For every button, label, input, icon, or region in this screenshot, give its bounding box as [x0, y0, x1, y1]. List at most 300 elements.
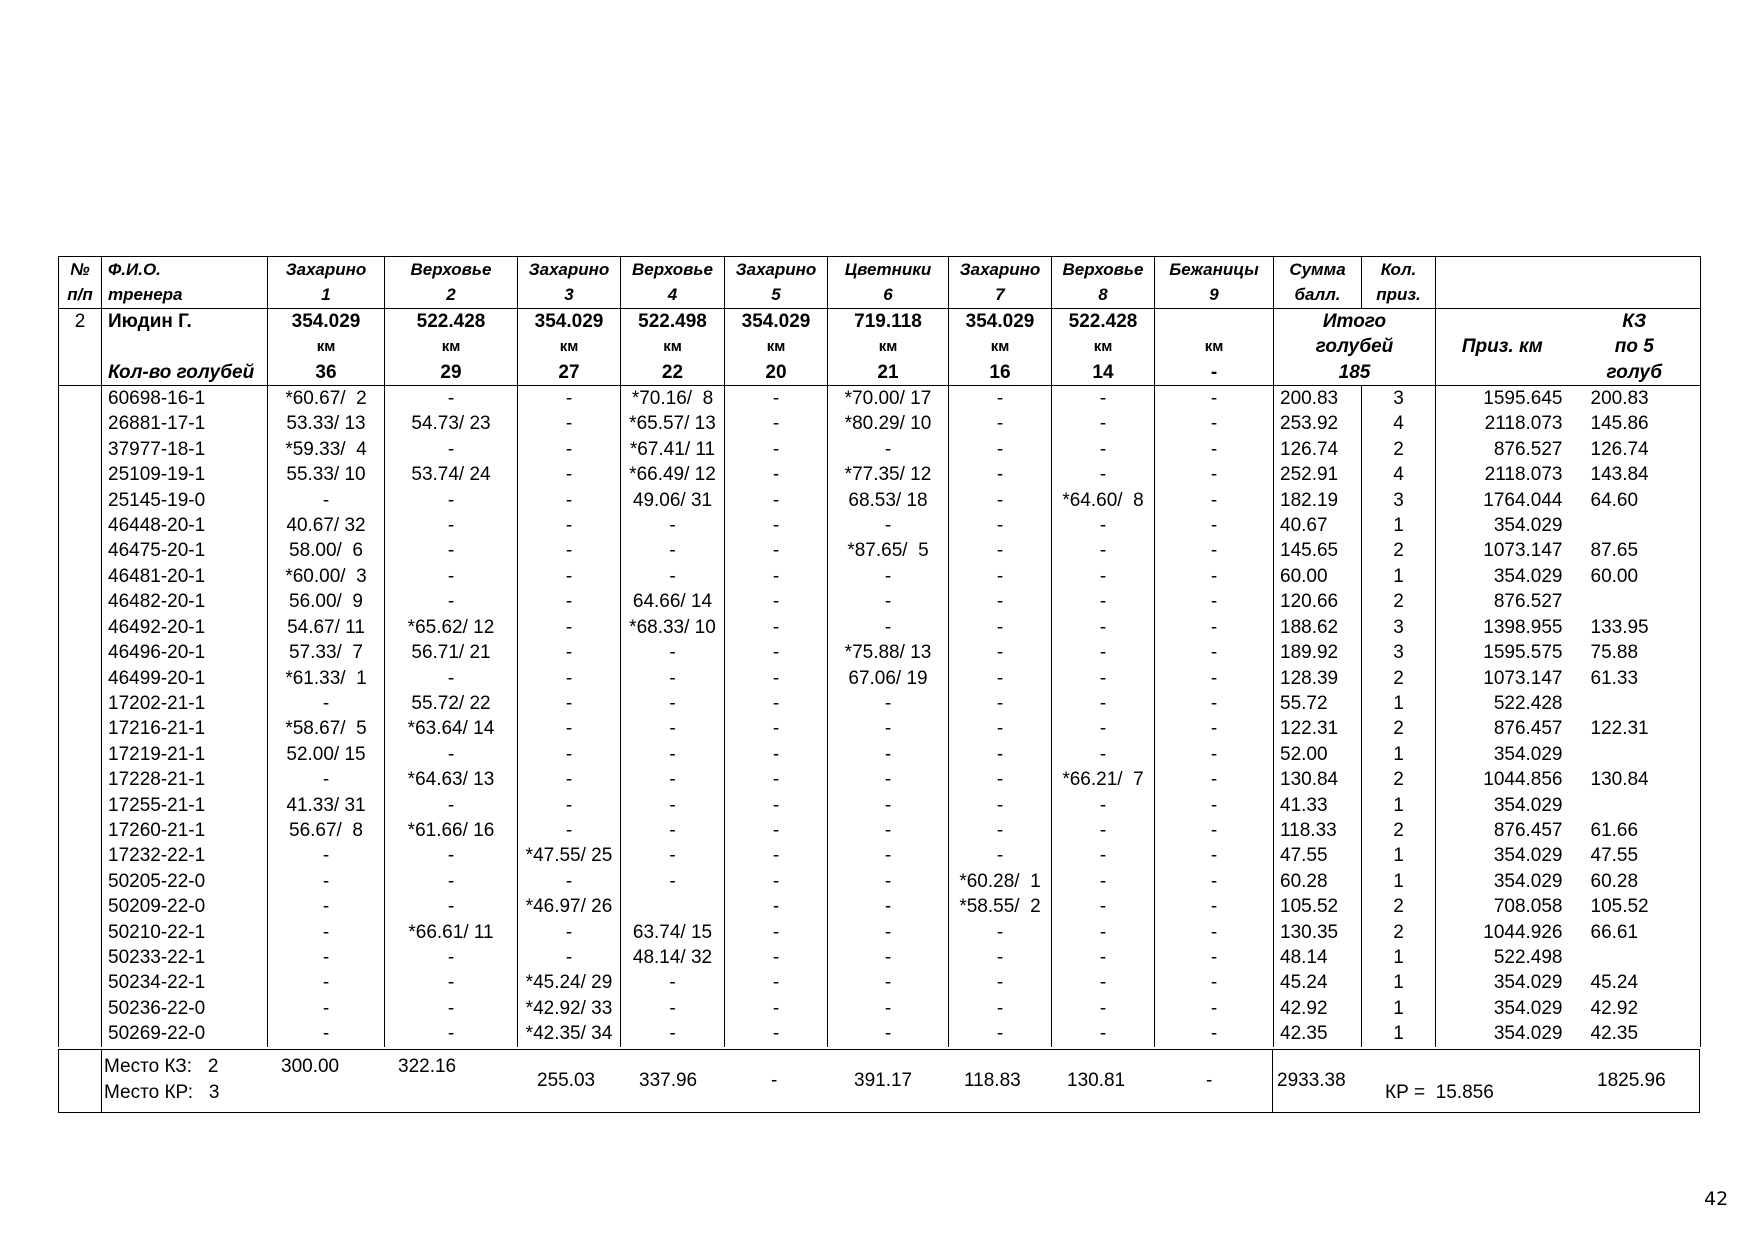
race-result-4: 48.14/ 32 [621, 945, 725, 970]
race-result-5: - [725, 894, 828, 919]
race-result-3: - [518, 793, 621, 818]
total-race-8: 130.81 [1067, 1069, 1126, 1091]
row-number-cell [59, 538, 102, 563]
race-result-4: - [621, 767, 725, 792]
race-result-2: - [385, 945, 518, 970]
race-result-3: - [518, 716, 621, 741]
participant-name: Июдин Г. [102, 308, 268, 334]
race-result-3: - [518, 818, 621, 843]
race-result-2: 54.73/ 23 [385, 411, 518, 436]
race-result-6: *80.29/ 10 [828, 411, 949, 436]
row-sum: 105.52 [1274, 894, 1362, 919]
row-sum: 189.92 [1274, 640, 1362, 665]
table-row [59, 488, 1701, 513]
row-prize-count: 1 [1362, 691, 1436, 716]
ring-number: 17219-21-1 [102, 742, 268, 767]
count-3: 27 [518, 360, 621, 386]
participant-row [59, 308, 1701, 334]
row-number-cell [59, 640, 102, 665]
unit-empty-b [102, 334, 268, 359]
race-result-9: - [1155, 843, 1274, 868]
race-result-2: - [385, 1021, 518, 1046]
race-result-2: 56.71/ 21 [385, 640, 518, 665]
table-row [59, 970, 1701, 995]
race-result-2: - [385, 488, 518, 513]
race-result-6: - [828, 437, 949, 462]
race-result-3: - [518, 488, 621, 513]
row-prize-km: 876.527 [1436, 437, 1569, 462]
race-result-7: - [949, 386, 1052, 412]
race-result-6: - [828, 818, 949, 843]
race-result-9: - [1155, 920, 1274, 945]
race-result-8: - [1052, 843, 1155, 868]
ring-number: 46482-20-1 [102, 589, 268, 614]
place-kr: Место КР: 3 [104, 1081, 220, 1103]
race-result-9: - [1155, 640, 1274, 665]
race-result-4: - [621, 513, 725, 538]
total-race-9: - [1206, 1069, 1213, 1091]
header-sum: Сумма [1274, 257, 1362, 283]
row-prize-km: 1398.955 [1436, 615, 1569, 640]
header-no: № [59, 257, 102, 283]
place-kz: Место КЗ: 2 [104, 1055, 219, 1077]
race-result-8: - [1052, 742, 1155, 767]
row-number-cell [59, 666, 102, 691]
race-result-1: 54.67/ 11 [268, 615, 385, 640]
ring-number: 50269-22-0 [102, 1021, 268, 1046]
race-result-3: - [518, 437, 621, 462]
race-result-1: *61.33/ 1 [268, 666, 385, 691]
race-result-2: 55.72/ 22 [385, 691, 518, 716]
table-row [59, 640, 1701, 665]
row-number-cell [59, 945, 102, 970]
table-row [59, 793, 1701, 818]
race-result-3: - [518, 386, 621, 412]
row-kz: 61.33 [1569, 666, 1701, 691]
distance-8: 522.428 [1052, 308, 1155, 334]
race-result-4: - [621, 691, 725, 716]
race-result-4: 63.74/ 15 [621, 920, 725, 945]
row-prize-km: 354.029 [1436, 564, 1569, 589]
row-prize-count: 2 [1362, 589, 1436, 614]
race-result-9: - [1155, 996, 1274, 1021]
race-result-4: *68.33/ 10 [621, 615, 725, 640]
distance-1: 354.029 [268, 308, 385, 334]
race-result-9: - [1155, 793, 1274, 818]
row-prize-km: 2118.073 [1436, 462, 1569, 487]
race-result-6: - [828, 869, 949, 894]
table-row [59, 1021, 1701, 1046]
race-result-5: - [725, 767, 828, 792]
row-sum: 126.74 [1274, 437, 1362, 462]
ring-number: 50209-22-0 [102, 894, 268, 919]
header-sum-2: балл. [1274, 282, 1362, 308]
row-sum: 130.35 [1274, 920, 1362, 945]
row-prize-count: 1 [1362, 970, 1436, 995]
row-number-cell [59, 920, 102, 945]
row-prize-count: 1 [1362, 564, 1436, 589]
row-sum: 48.14 [1274, 945, 1362, 970]
row-number-cell [59, 716, 102, 741]
row-kz: 60.00 [1569, 564, 1701, 589]
row-kz: 64.60 [1569, 488, 1701, 513]
table-row [59, 818, 1701, 843]
race-result-3: - [518, 462, 621, 487]
row-prize-count: 4 [1362, 462, 1436, 487]
race-result-7: - [949, 411, 1052, 436]
race-result-2: *63.64/ 14 [385, 716, 518, 741]
race-result-7: - [949, 513, 1052, 538]
row-prize-count: 3 [1362, 615, 1436, 640]
row-kz: 47.55 [1569, 843, 1701, 868]
ring-number: 17202-21-1 [102, 691, 268, 716]
race-result-3: - [518, 564, 621, 589]
header-race-num-1: 1 [268, 282, 385, 308]
row-kz [1569, 945, 1701, 970]
row-number-cell [59, 818, 102, 843]
row-sum: 41.33 [1274, 793, 1362, 818]
row-kz: 75.88 [1569, 640, 1701, 665]
row-number-cell [59, 564, 102, 589]
race-result-8: - [1052, 793, 1155, 818]
ring-number: 50210-22-1 [102, 920, 268, 945]
kz-label-3: голуб [1569, 360, 1701, 386]
total-race-5: - [771, 1069, 778, 1091]
header-race-num-9: 9 [1155, 282, 1274, 308]
ring-number: 46481-20-1 [102, 564, 268, 589]
race-result-7: - [949, 742, 1052, 767]
row-kz: 105.52 [1569, 894, 1701, 919]
row-prize-count: 1 [1362, 869, 1436, 894]
count-5: 20 [725, 360, 828, 386]
row-number-cell [59, 869, 102, 894]
race-result-6: - [828, 767, 949, 792]
results-table [58, 256, 1701, 1047]
race-result-8: - [1052, 411, 1155, 436]
race-result-7: *60.28/ 1 [949, 869, 1052, 894]
race-result-4: - [621, 843, 725, 868]
race-result-4: - [621, 970, 725, 995]
race-result-1: *58.67/ 5 [268, 716, 385, 741]
unit-9: км [1155, 334, 1274, 359]
race-result-5: - [725, 742, 828, 767]
race-result-9: - [1155, 1021, 1274, 1046]
race-result-9: - [1155, 411, 1274, 436]
row-prize-km: 354.029 [1436, 513, 1569, 538]
table-row [59, 437, 1701, 462]
total-sum: 2933.38 [1277, 1069, 1346, 1091]
race-result-7: - [949, 843, 1052, 868]
header-race-7: Захарино [949, 257, 1052, 283]
count-1: 36 [268, 360, 385, 386]
race-result-6: - [828, 894, 949, 919]
count-8: 14 [1052, 360, 1155, 386]
race-result-5: - [725, 970, 828, 995]
row-kz: 87.65 [1569, 538, 1701, 563]
row-prize-count: 2 [1362, 437, 1436, 462]
race-result-9: - [1155, 488, 1274, 513]
table-row [59, 742, 1701, 767]
race-result-2: - [385, 869, 518, 894]
row-sum: 52.00 [1274, 742, 1362, 767]
count-row [59, 360, 1701, 386]
race-result-2: *66.61/ 11 [385, 920, 518, 945]
count-empty [59, 360, 102, 386]
race-result-7: - [949, 945, 1052, 970]
row-prize-count: 2 [1362, 666, 1436, 691]
ring-number: 60698-16-1 [102, 386, 268, 412]
race-result-5: - [725, 1021, 828, 1046]
race-result-6: - [828, 920, 949, 945]
row-prize-km: 354.029 [1436, 1021, 1569, 1046]
race-result-3: *42.92/ 33 [518, 996, 621, 1021]
race-result-5: - [725, 386, 828, 412]
race-result-6: - [828, 996, 949, 1021]
race-result-2: - [385, 793, 518, 818]
race-result-9: - [1155, 666, 1274, 691]
race-result-8: - [1052, 564, 1155, 589]
race-result-5: - [725, 513, 828, 538]
race-result-7: - [949, 488, 1052, 513]
header-race-9: Бежаницы [1155, 257, 1274, 283]
race-result-3: *42.35/ 34 [518, 1021, 621, 1046]
race-result-4: - [621, 666, 725, 691]
header-empty-c [1436, 282, 1569, 308]
race-result-6: - [828, 716, 949, 741]
header-race-3: Захарино [518, 257, 621, 283]
race-result-1: - [268, 894, 385, 919]
race-result-5: - [725, 793, 828, 818]
race-result-6: *70.00/ 17 [828, 386, 949, 412]
race-result-2: *64.63/ 13 [385, 767, 518, 792]
row-kz: 45.24 [1569, 970, 1701, 995]
race-result-1: 40.67/ 32 [268, 513, 385, 538]
race-result-2: - [385, 970, 518, 995]
row-prize-count: 2 [1362, 818, 1436, 843]
race-result-4: *65.57/ 13 [621, 411, 725, 436]
row-prize-count: 3 [1362, 488, 1436, 513]
header-prizes-2: приз. [1362, 282, 1436, 308]
table-row [59, 666, 1701, 691]
row-sum: 145.65 [1274, 538, 1362, 563]
race-result-3: - [518, 945, 621, 970]
row-number-cell [59, 793, 102, 818]
row-prize-count: 1 [1362, 742, 1436, 767]
race-result-5: - [725, 462, 828, 487]
header-row-bottom [59, 282, 1701, 308]
row-kz: 122.31 [1569, 716, 1701, 741]
table-row [59, 767, 1701, 792]
pigeons-label: Кол-во голубей [102, 360, 268, 386]
race-result-1: - [268, 869, 385, 894]
ring-number: 17232-22-1 [102, 843, 268, 868]
distance-2: 522.428 [385, 308, 518, 334]
table-row [59, 386, 1701, 412]
row-sum: 130.84 [1274, 767, 1362, 792]
header-race-5: Захарино [725, 257, 828, 283]
race-result-6: - [828, 793, 949, 818]
row-sum: 200.83 [1274, 386, 1362, 412]
header-no-2: п/п [59, 282, 102, 308]
header-race-num-8: 8 [1052, 282, 1155, 308]
race-result-3: - [518, 513, 621, 538]
race-result-5: - [725, 437, 828, 462]
race-result-3: - [518, 589, 621, 614]
race-result-8: - [1052, 386, 1155, 412]
race-result-9: - [1155, 945, 1274, 970]
race-result-8: - [1052, 666, 1155, 691]
race-result-9: - [1155, 462, 1274, 487]
row-kz [1569, 589, 1701, 614]
row-prize-km: 1044.856 [1436, 767, 1569, 792]
row-prize-count: 3 [1362, 640, 1436, 665]
race-result-1: 57.33/ 7 [268, 640, 385, 665]
race-result-8: - [1052, 996, 1155, 1021]
row-number-cell [59, 767, 102, 792]
row-kz [1569, 793, 1701, 818]
row-prize-km: 2118.073 [1436, 411, 1569, 436]
race-result-9: - [1155, 564, 1274, 589]
race-result-5: - [725, 996, 828, 1021]
row-number-cell [59, 691, 102, 716]
race-result-9: - [1155, 691, 1274, 716]
table-row [59, 462, 1701, 487]
race-result-4: 49.06/ 31 [621, 488, 725, 513]
race-result-6: - [828, 945, 949, 970]
race-result-4: - [621, 793, 725, 818]
row-sum: 60.00 [1274, 564, 1362, 589]
row-sum: 253.92 [1274, 411, 1362, 436]
race-result-3: - [518, 666, 621, 691]
race-result-5: - [725, 818, 828, 843]
race-result-4: - [621, 538, 725, 563]
table-row [59, 716, 1701, 741]
row-prize-km: 1595.645 [1436, 386, 1569, 412]
row-prize-km: 876.457 [1436, 818, 1569, 843]
results-table-wrapper [58, 256, 1700, 1113]
totals-divider-2 [1272, 1050, 1273, 1112]
race-result-9: - [1155, 538, 1274, 563]
row-number-cell [59, 615, 102, 640]
unit-6: км [828, 334, 949, 359]
table-row [59, 589, 1701, 614]
table-row [59, 894, 1701, 919]
row-sum: 47.55 [1274, 843, 1362, 868]
race-result-8: - [1052, 869, 1155, 894]
race-result-8: - [1052, 945, 1155, 970]
distance-5: 354.029 [725, 308, 828, 334]
race-result-5: - [725, 564, 828, 589]
row-kz: 126.74 [1569, 437, 1701, 462]
row-number-cell [59, 411, 102, 436]
race-result-4 [621, 894, 725, 919]
row-number-cell [59, 488, 102, 513]
row-prize-count: 1 [1362, 945, 1436, 970]
count-2: 29 [385, 360, 518, 386]
header-empty-a [1436, 257, 1569, 283]
race-result-8: - [1052, 1021, 1155, 1046]
header-race-2: Верховье [385, 257, 518, 283]
race-result-6: - [828, 970, 949, 995]
distance-9 [1155, 308, 1274, 334]
row-kz: 143.84 [1569, 462, 1701, 487]
race-result-8: - [1052, 640, 1155, 665]
row-prize-count: 1 [1362, 513, 1436, 538]
row-prize-km: 1073.147 [1436, 666, 1569, 691]
ring-number: 50233-22-1 [102, 945, 268, 970]
race-result-6: - [828, 513, 949, 538]
race-result-7: - [949, 589, 1052, 614]
race-result-4: - [621, 869, 725, 894]
race-result-7: - [949, 538, 1052, 563]
race-result-5: - [725, 843, 828, 868]
race-result-7: - [949, 970, 1052, 995]
race-result-8: - [1052, 970, 1155, 995]
race-result-6: *77.35/ 12 [828, 462, 949, 487]
count-4: 22 [621, 360, 725, 386]
race-result-5: - [725, 716, 828, 741]
race-result-6: - [828, 564, 949, 589]
row-prize-km: 1044.926 [1436, 920, 1569, 945]
unit-row [59, 334, 1701, 359]
kz-label-2: по 5 [1569, 334, 1701, 359]
race-result-2: *65.62/ 12 [385, 615, 518, 640]
ring-number: 46499-20-1 [102, 666, 268, 691]
race-result-3: *46.97/ 26 [518, 894, 621, 919]
race-result-1: - [268, 970, 385, 995]
race-result-4: - [621, 564, 725, 589]
row-sum: 122.31 [1274, 716, 1362, 741]
race-result-1: - [268, 843, 385, 868]
race-result-7: - [949, 615, 1052, 640]
row-prize-km: 522.498 [1436, 945, 1569, 970]
row-prize-km: 354.029 [1436, 793, 1569, 818]
race-result-6: 67.06/ 19 [828, 666, 949, 691]
race-result-4: 64.66/ 14 [621, 589, 725, 614]
row-sum: 252.91 [1274, 462, 1362, 487]
race-result-2: - [385, 843, 518, 868]
race-result-8: - [1052, 462, 1155, 487]
row-kz [1569, 742, 1701, 767]
total-race-4: 337.96 [639, 1069, 698, 1091]
race-result-8: - [1052, 894, 1155, 919]
total-kr: КР = 15.856 [1385, 1081, 1494, 1103]
race-result-6: - [828, 742, 949, 767]
header-name-2: тренера [102, 282, 268, 308]
table-row [59, 920, 1701, 945]
race-result-6: 68.53/ 18 [828, 488, 949, 513]
race-result-5: - [725, 869, 828, 894]
count-7: 16 [949, 360, 1052, 386]
ring-number: 25109-19-1 [102, 462, 268, 487]
race-result-8: - [1052, 589, 1155, 614]
header-race-num-2: 2 [385, 282, 518, 308]
race-result-5: - [725, 640, 828, 665]
race-result-3: - [518, 640, 621, 665]
ring-number: 17216-21-1 [102, 716, 268, 741]
race-result-2: 53.74/ 24 [385, 462, 518, 487]
total-race-2: 322.16 [398, 1055, 457, 1077]
race-result-2: - [385, 538, 518, 563]
race-result-6: *87.65/ 5 [828, 538, 949, 563]
total-kz: 1825.96 [1597, 1069, 1666, 1091]
header-race-8: Верховье [1052, 257, 1155, 283]
row-number-cell [59, 386, 102, 412]
ring-number: 26881-17-1 [102, 411, 268, 436]
race-result-6: *75.88/ 13 [828, 640, 949, 665]
race-result-4: - [621, 818, 725, 843]
race-result-7: - [949, 564, 1052, 589]
